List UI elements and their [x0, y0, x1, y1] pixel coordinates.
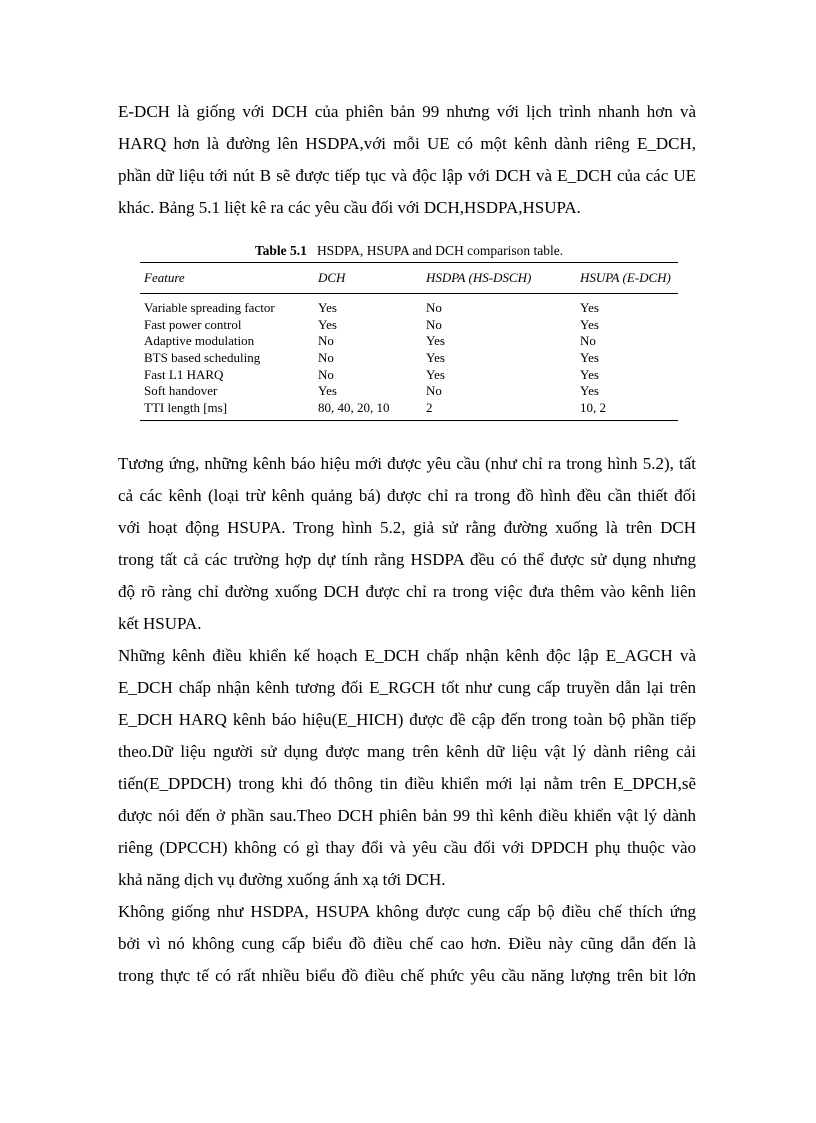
- text-line: trong tất cả các trường hợp dự tính rằng HSDPA đều có thể được sử dụng nhưng: [118, 550, 696, 569]
- table-row: [140, 350, 678, 367]
- table-header-row: [140, 263, 678, 294]
- table-cell: Yes: [580, 300, 599, 316]
- comparison-table-block: [140, 240, 678, 421]
- header-feature: Feature: [140, 263, 314, 294]
- paragraph-control-channels: [118, 640, 696, 896]
- text-line: tiến(E_DPDCH) trong khi đó thông tin điều khiển mới lại nằm trên E_DPCH,sẽ: [118, 774, 696, 793]
- comparison-table: [140, 263, 678, 421]
- table-cell: No: [426, 300, 442, 316]
- table-cell: Yes: [426, 333, 445, 349]
- table-cell: Yes: [580, 383, 599, 399]
- table-caption-label: Table 5.1: [254, 243, 307, 258]
- header-hsupa: HSUPA (E-DCH): [576, 263, 678, 294]
- table-cell: Yes: [426, 366, 445, 382]
- text-line: khác. Bảng 5.1 liệt kê ra các yêu cầu đối với DCH,HSDPA,HSUPA.: [118, 198, 581, 217]
- table-cell: No: [318, 366, 334, 382]
- table-cell: Adaptive modulation: [144, 333, 255, 349]
- table-caption-text: HSDPA, HSUPA and DCH comparison table.: [316, 243, 564, 258]
- text-line: cả các kênh (loại trừ kênh quảng bá) được chỉ ra trong đồ hình đều cần thiết đối: [118, 486, 696, 505]
- table-row: [140, 317, 678, 334]
- text-line: bởi vì nó không cung cấp biểu đồ điều chế cao hơn. Điều này cũng dẫn đến là: [118, 934, 696, 953]
- table-cell: BTS based scheduling: [144, 350, 261, 366]
- text-line: HARQ hơn là đường lên HSDPA,với mỗi UE có một kênh dành riêng E_DCH,: [118, 134, 696, 153]
- text-line: độ rõ ràng chỉ đường xuống DCH được chỉ ra trong việc đưa thêm vào kênh liên: [118, 582, 696, 601]
- table-cell: No: [318, 333, 334, 349]
- table-caption: [140, 240, 678, 262]
- paragraph-signaling: [118, 448, 696, 640]
- paragraph-intro: [118, 96, 696, 224]
- text-line: riêng (DPCCH) không có gì thay đổi và yêu cầu đối với DPDCH phụ thuộc vào: [118, 838, 696, 857]
- table-cell: Fast power control: [144, 316, 242, 332]
- header-hsdpa: HSDPA (HS-DSCH): [422, 263, 576, 294]
- text-line: E-DCH là giống với DCH của phiên bản 99 nhưng với lịch trình nhanh hơn và: [118, 102, 696, 121]
- table-cell: Yes: [580, 350, 599, 366]
- table-cell: Yes: [580, 316, 599, 332]
- table-row: [140, 366, 678, 383]
- table-row: [140, 400, 678, 421]
- table-cell: 10, 2: [576, 400, 678, 421]
- table-cell: Soft handover: [144, 383, 218, 399]
- text-line: Không giống như HSDPA, HSUPA không được cung cấp bộ điều chế thích ứng: [118, 902, 696, 921]
- table-row: [140, 294, 678, 317]
- text-line: kết HSUPA.: [118, 614, 202, 633]
- paragraph-modulation: [118, 896, 696, 992]
- table-cell: No: [426, 316, 442, 332]
- text-line: khả năng dịch vụ đường xuống ánh xạ tới DCH.: [118, 870, 446, 889]
- table-cell: No: [426, 383, 442, 399]
- text-line: được nói đến ở phần sau.Theo DCH phiên bản 99 thì kênh điều khiển vật lý dành: [118, 806, 696, 825]
- text-line: Tương ứng, những kênh báo hiệu mới được yêu cầu (như chỉ ra trong hình 5.2), tất: [118, 454, 696, 473]
- table-cell: Fast L1 HARQ: [144, 366, 224, 382]
- table-cell: Yes: [318, 316, 337, 332]
- table-cell: Yes: [426, 350, 445, 366]
- table-cell: Yes: [318, 383, 337, 399]
- text-line: trong thực tế có rất nhiều biểu đồ điều chế phức yêu cầu năng lượng trên bit lớn: [118, 966, 696, 985]
- table-row: [140, 333, 678, 350]
- text-line: theo.Dữ liệu người sử dụng được mang trên kênh dữ liệu vật lý dành riêng cải: [118, 742, 696, 761]
- text-line: phần dữ liệu tới nút B sẽ được tiếp tục và độc lập với DCH và E_DCH của các UE: [118, 166, 696, 185]
- table-cell: Variable spreading factor: [144, 300, 275, 316]
- table-cell: No: [318, 350, 334, 366]
- table-cell: 2: [422, 400, 576, 421]
- text-line: với hoạt động HSUPA. Trong hình 5.2, giả sử rằng đường xuống là trên DCH: [118, 518, 696, 537]
- header-dch: DCH: [314, 263, 422, 294]
- text-line: E_DCH HARQ kênh báo hiệu(E_HICH) được đề cập đến trong toàn bộ phần tiếp: [118, 710, 696, 729]
- table-cell: No: [580, 333, 596, 349]
- table-cell: Yes: [580, 366, 599, 382]
- text-line: Những kênh điều khiển kế hoạch E_DCH chấp nhận kênh độc lập E_AGCH và: [118, 646, 696, 665]
- table-cell: TTI length [ms]: [140, 400, 314, 421]
- table-cell: Yes: [318, 300, 337, 316]
- table-cell: 80, 40, 20, 10: [314, 400, 422, 421]
- table-row: [140, 383, 678, 400]
- text-line: E_DCH chấp nhận kênh tương đối E_RGCH tốt như cung cấp truyền dẫn lại trên: [118, 678, 696, 697]
